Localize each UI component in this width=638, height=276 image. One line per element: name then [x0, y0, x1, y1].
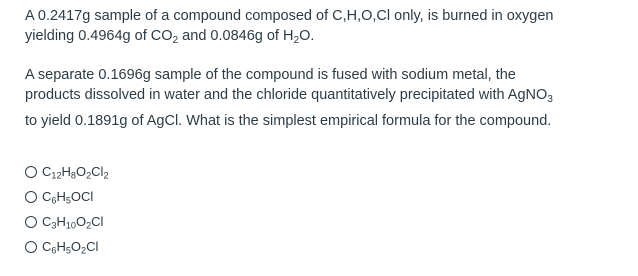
answer-option[interactable]	[25, 234, 109, 259]
radio-button[interactable]	[25, 241, 37, 253]
question-line: yielding 0.4964g of $CO_2$ and 0.0846g of $H_2O$.	[25, 28, 315, 46]
radio-button[interactable]	[25, 216, 37, 228]
question-paragraph-chloride	[25, 65, 625, 131]
answer-formula[interactable]: $C_{12}H_8O_2Cl_2$	[42, 164, 109, 181]
question-line: products dissolved in water and the chloride quantitatively precipitated with AgNO$_3$	[25, 87, 553, 105]
radio-button[interactable]	[25, 166, 37, 178]
answer-options	[25, 159, 109, 259]
answer-formula[interactable]: $C_6H_5O_2Cl$	[42, 239, 99, 256]
answer-formula[interactable]: $C_6H_5OCl$	[42, 189, 94, 206]
answer-option[interactable]	[25, 184, 109, 209]
answer-formula[interactable]: $C_3H_{10}O_2Cl$	[42, 214, 104, 231]
question-text	[25, 6, 625, 131]
question-line: A separate 0.1696g sample of the compound is fused with sodium metal, the	[25, 67, 516, 83]
question-paragraph-combustion	[25, 6, 625, 46]
question-line: to yield 0.1891g of AgCl. What is the simplest empirical formula for the compound.	[25, 113, 552, 129]
answer-option[interactable]	[25, 209, 109, 234]
answer-option[interactable]	[25, 159, 109, 184]
question-line: A 0.2417g sample of a compound composed of C,H,O,Cl only, is burned in oxygen	[25, 8, 554, 24]
radio-button[interactable]	[25, 191, 37, 203]
